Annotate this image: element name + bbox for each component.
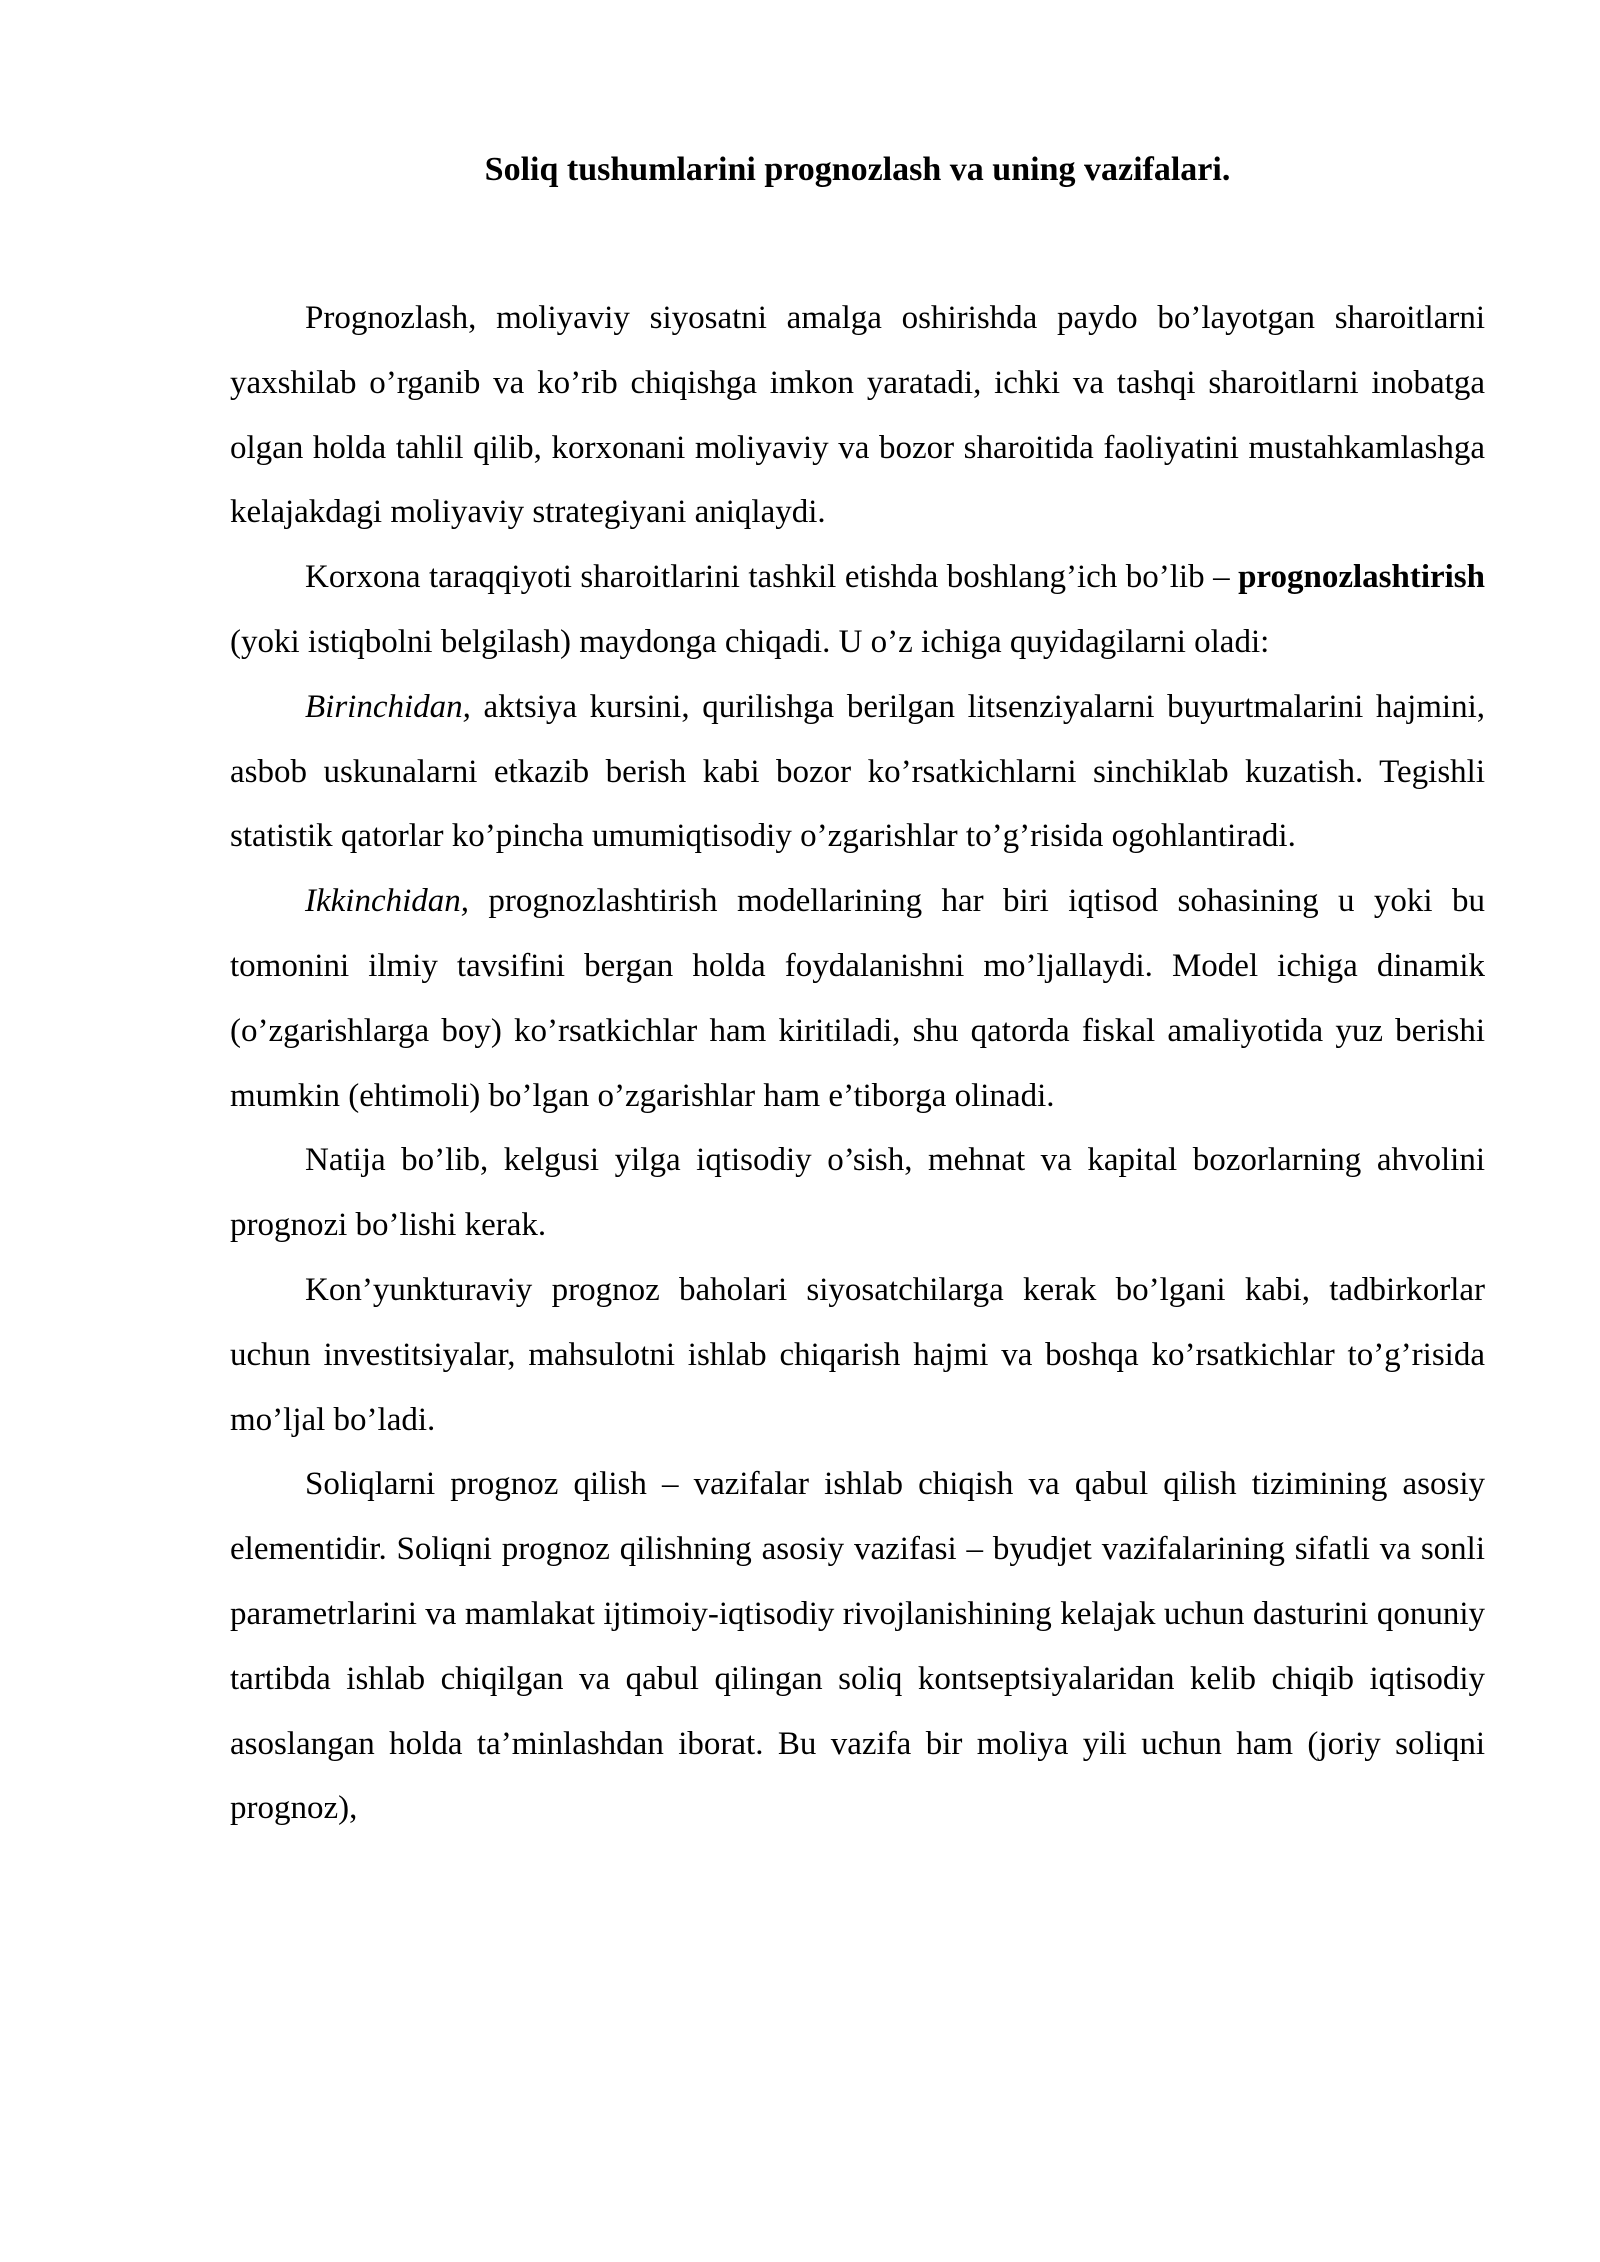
paragraph-text: Kon’yunkturaviy prognoz baholari siyosatchilarga kerak bo’lgani kabi, tadbirkorlar uchun investitsiyalar, mahsulotni ishlab chiqarish hajmi va boshqa ko’rsatkichlar to’g’risida mo’ljal bo’ladi.	[230, 1271, 1485, 1438]
italic-lead: Birinchidan,	[305, 688, 471, 725]
document-title: Soliq tushumlarini prognozlash va uning vazifalari.	[484, 151, 1231, 188]
paragraph	[230, 675, 1485, 869]
paragraph-text: prognozlashtirish modellarining har biri iqtisod sohasining u yoki bu tomonini ilmiy tavsifini bergan holda foydalanishni mo’ljallaydi. Model ichiga dinamik (o’zgarishlarga boy) ko’rsatkichlar ham kiritiladi, shu qatorda fiskal amaliyotida yuz berishi mumkin (ehtimoli) bo’lgan o’zgarishlar ham e’tiborga olinadi.	[230, 883, 1485, 1114]
paragraph-text: aktsiya kursini, qurilishga berilgan litsenziyalarni buyurtmalarini hajmini, asbob uskunalarni etkazib berish kabi bozor ko’rsatkichlarni sinchiklab kuzatish. Tegishli statistik qatorlar ko’pincha umumiqtisodiy o’zgarishlar to’g’risida ogohlantiradi.	[230, 688, 1485, 855]
paragraph-text: Natija bo’lib, kelgusi yilga iqtisodiy o’sish, mehnat va kapital bozorlarning ahvolini prognozi bo’lishi kerak.	[230, 1142, 1485, 1244]
paragraph	[230, 869, 1485, 1128]
document-body	[230, 286, 1485, 1841]
paragraph	[230, 1452, 1485, 1841]
paragraph-text: Korxona taraqqiyoti sharoitlarini tashkil etishda boshlang’ich bo’lib –	[305, 559, 1239, 596]
paragraph	[230, 286, 1485, 545]
paragraph-text: (yoki istiqbolni belgilash) maydonga chiqadi. U o’z ichiga quyidagilarni oladi:	[230, 623, 1270, 660]
paragraph	[230, 1258, 1485, 1452]
paragraph-text: Prognozlash, moliyaviy siyosatni amalga oshirishda paydo bo’layotgan sharoitlarni yaxshilab o’rganib va ko’rib chiqishga imkon yaratadi, ichki va tashqi sharoitlarni inobatga olgan holda tahlil qilib, korxonani moliyaviy va bozor sharoitida faoliyatini mustahkamlashga kelajakdagi moliyaviy strategiyani aniqlaydi.	[230, 300, 1485, 531]
paragraph-text: Soliqlarni prognoz qilish – vazifalar ishlab chiqish va qabul qilish tizimining asosiy elementidir. Soliqni prognoz qilishning asosiy vazifasi – byudjet vazifalarining sifatli va sonli parametrlarini va mamlakat ijtimoiy-iqtisodiy rivojlanishining kelajak uchun dasturini qonuniy tartibda ishlab chiqilgan va qabul qilingan soliq kontseptsiyalaridan kelib chiqib iqtisodiy asoslangan holda ta’minlashdan iborat. Bu vazifa bir moliya yili uchun ham (joriy soliqni prognoz),	[230, 1466, 1485, 1827]
paragraph	[230, 1128, 1485, 1258]
paragraph	[230, 545, 1485, 675]
bold-term: prognozlashtirish	[1238, 559, 1485, 596]
italic-lead: Ikkinchidan,	[305, 883, 470, 920]
